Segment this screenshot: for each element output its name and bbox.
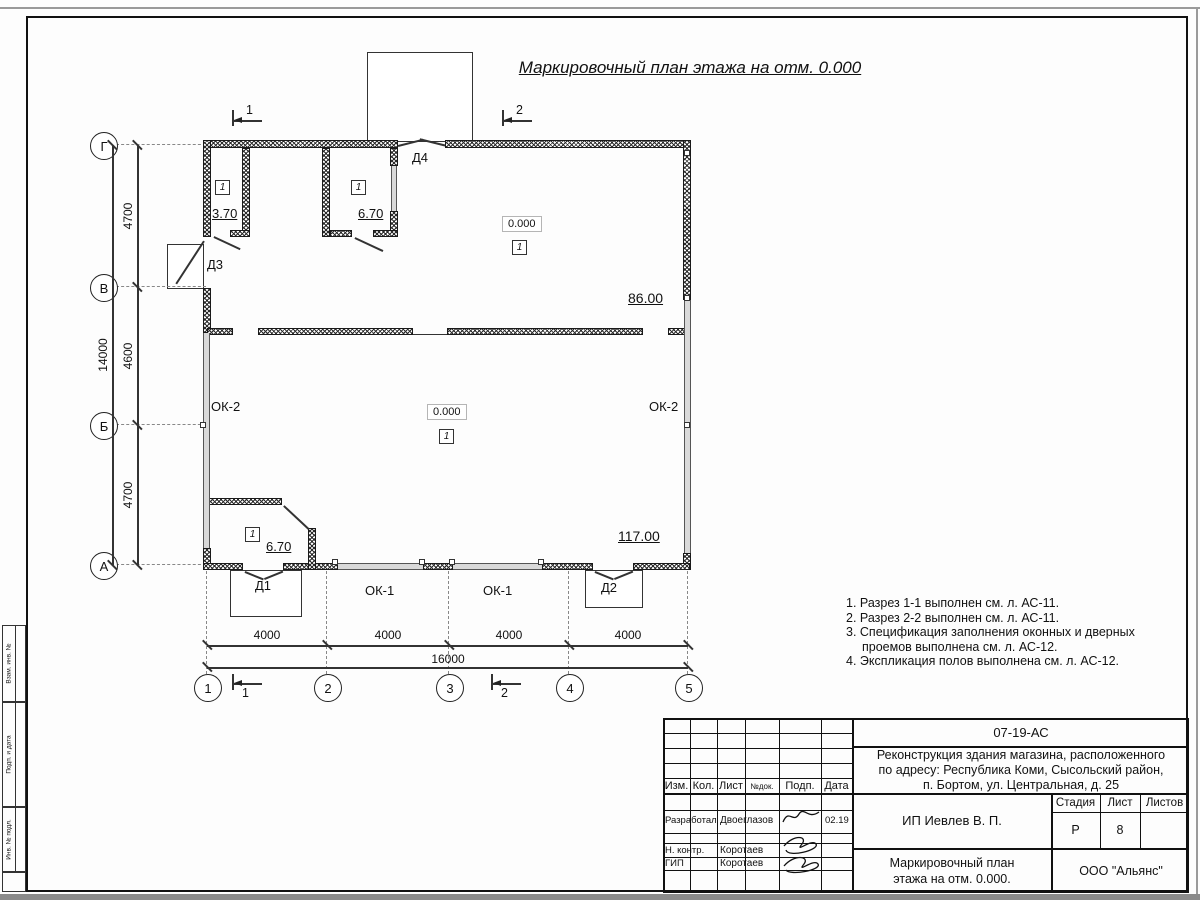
room-area-label: 3.70	[212, 206, 238, 221]
margin-stamp-box	[2, 872, 26, 892]
axis-circle-col: 2	[314, 674, 342, 702]
wall-segment	[633, 563, 690, 570]
titleblock-name: Коротаев	[720, 858, 764, 869]
titleblock-col-kol: Кол.	[692, 780, 715, 792]
title-block-line	[663, 793, 853, 795]
titleblock-name: Двоеглазов	[720, 815, 774, 826]
jamb-mark	[332, 559, 338, 565]
window-ok1-left	[338, 563, 423, 570]
room-number-box: 1	[215, 180, 230, 195]
window-ok2-left	[203, 333, 210, 548]
door-tag-d4: Д4	[412, 150, 429, 165]
axis-line-5	[687, 571, 688, 674]
title-block-line	[663, 870, 853, 871]
paper-edge-top	[0, 7, 1200, 9]
room-wall-segment	[373, 230, 398, 237]
wall-segment	[203, 140, 211, 237]
level-mark: 0.000	[427, 404, 467, 420]
axis-circle-col: 4	[556, 674, 584, 702]
dimension-line	[137, 145, 139, 565]
room-number-box: 1	[351, 180, 366, 195]
title-block-line	[663, 843, 853, 844]
margin-stamp-box	[2, 807, 26, 872]
opening-threshold-line	[413, 334, 447, 335]
dimension-text: 4000	[253, 628, 281, 642]
room-wall-segment	[230, 230, 250, 237]
margin-stamp-divider	[15, 703, 16, 806]
dimension-text: 4700	[121, 481, 135, 509]
window-tag-ok2: ОК-2	[211, 399, 241, 414]
titleblock-date: 02.19	[825, 815, 849, 826]
titleblock-drawing-name	[853, 848, 1051, 893]
dimension-text: 14000	[96, 338, 110, 372]
axis-line-1	[206, 571, 207, 674]
titleblock-sheet-number: 8	[1116, 823, 1124, 837]
titleblock-project-line: Реконструкция здания магазина, расположенного	[876, 747, 1166, 762]
signature-scribble	[780, 802, 822, 828]
axis-line-2	[326, 571, 327, 674]
titleblock-drawing-name-line: этажа на отм. 0.000.	[893, 871, 1011, 886]
drawing-title: Маркировочный план этажа на отм. 0.000	[518, 58, 862, 77]
axis-line-b	[116, 424, 206, 425]
door-tag-d3: Д3	[207, 257, 224, 272]
axis-line-g	[116, 144, 206, 145]
wall-segment	[542, 563, 593, 570]
signature-scribble	[778, 832, 822, 876]
wall-segment	[203, 288, 211, 333]
jamb-mark	[449, 559, 455, 565]
axis-circle-row: Г	[90, 132, 118, 160]
door-tag-d1: Д1	[255, 578, 272, 593]
wall-segment	[203, 140, 398, 148]
titleblock-role: Н. контр.	[665, 845, 705, 856]
titleblock-col-list: Лист	[719, 780, 743, 792]
note-line: 1. Разрез 1-1 выполнен см. л. АС-11.	[846, 596, 1060, 610]
margin-stamp-divider	[15, 808, 16, 871]
window-ok1-right	[453, 563, 542, 570]
jamb-mark	[200, 422, 206, 428]
axis-circle-col: 1	[194, 674, 222, 702]
section-arrow-icon	[234, 117, 242, 123]
margin-stamp-label: Взам. инв. №	[5, 643, 13, 684]
room-number-box: 1	[245, 527, 260, 542]
margin-stamp-label: Инв. № подл.	[5, 819, 13, 860]
title-block-line	[663, 748, 853, 749]
axis-circle-col: 3	[436, 674, 464, 702]
jamb-mark	[538, 559, 544, 565]
axis-line-a	[116, 564, 206, 565]
dimension-line	[207, 667, 688, 669]
dimension-text: 4000	[495, 628, 523, 642]
door-tag-d2: Д2	[601, 580, 618, 595]
wall-segment	[203, 563, 243, 570]
dimension-text: 4000	[374, 628, 402, 642]
jamb-mark	[419, 559, 425, 565]
title-block-line	[663, 833, 853, 834]
title-block-line	[717, 718, 718, 893]
room-wall-segment	[330, 230, 352, 237]
titleblock-stage-value: Р	[1071, 823, 1080, 837]
partition-wall-segment	[447, 328, 643, 335]
section-number: 2	[501, 686, 508, 700]
note-line: 3. Спецификация заполнения оконных и дверных	[846, 625, 1135, 639]
axis-circle-row: А	[90, 552, 118, 580]
titleblock-role: Разработал	[665, 815, 717, 826]
jamb-mark	[684, 422, 690, 428]
margin-stamp-box	[2, 625, 26, 702]
title-block-line	[663, 763, 853, 764]
dimension-text: 4700	[121, 202, 135, 230]
room-wall-segment	[242, 148, 250, 237]
titleblock-company: ООО "Альянс"	[1079, 863, 1163, 878]
margin-stamp-divider	[15, 626, 16, 701]
vestibule-outline-top	[367, 52, 473, 142]
title-block-line	[690, 718, 691, 893]
note-line: 2. Разрез 2-2 выполнен см. л. АС-11.	[846, 610, 1060, 625]
axis-line-v	[116, 286, 206, 287]
jamb-mark	[684, 295, 690, 301]
titleblock-drawing-name-line: Маркировочный план	[889, 855, 1015, 870]
margin-stamp-label: Подп. и дата	[5, 735, 13, 774]
titleblock-col-izm: Изм.	[664, 780, 689, 792]
dimension-text: 16000	[431, 652, 465, 666]
titleblock-col-ndok: №док.	[750, 781, 774, 791]
title-block-line	[663, 810, 853, 811]
axis-line-4	[568, 571, 569, 674]
room-glazed-section	[391, 166, 397, 211]
room-wall-segment	[207, 498, 282, 505]
titleblock-project-line: по адресу: Республика Коми, Сысольский район,	[878, 762, 1164, 777]
partition-wall-segment	[258, 328, 413, 335]
paper-edge-right	[1196, 7, 1198, 898]
axis-circle-col: 5	[675, 674, 703, 702]
titleblock-doc-number: 07-19-АС	[993, 724, 1049, 740]
partition-wall-segment	[207, 328, 233, 335]
titleblock-name: Коротаев	[720, 845, 764, 856]
room-area-label: 6.70	[358, 206, 384, 221]
section-number: 2	[516, 103, 523, 117]
titleblock-sheets-label: Листов	[1145, 796, 1184, 809]
dimension-text: 4000	[614, 628, 642, 642]
titleblock-col-podp: Подп.	[785, 780, 815, 792]
titleblock-role: ГИП	[665, 858, 684, 869]
dimension-line	[207, 645, 688, 647]
dimension-text: 4600	[121, 342, 135, 370]
dimension-line	[112, 145, 114, 565]
titleblock-col-data: Дата	[824, 780, 849, 792]
jamb-mark	[684, 150, 690, 156]
titleblock-sheet-label: Лист	[1107, 796, 1133, 809]
titleblock-client: ИП Иевлев В. П.	[902, 813, 1002, 828]
room-wall-segment	[308, 528, 316, 570]
room-area-label: 6.70	[266, 539, 292, 554]
section-arrow-icon	[504, 117, 512, 123]
window-tag-ok2: ОК-2	[649, 399, 679, 414]
titleblock-project-line: п. Бортом, ул. Центральная, д. 25	[922, 777, 1120, 792]
room-number-box: 1	[512, 240, 527, 255]
axis-circle-row: В	[90, 274, 118, 302]
window-tag-ok1: ОК-1	[483, 583, 513, 598]
room-area-label: 117.00	[618, 528, 660, 544]
wall-segment	[683, 140, 691, 300]
axis-circle-row: Б	[90, 412, 118, 440]
paper-edge-bottom	[0, 894, 1200, 900]
section-arrow-icon	[234, 680, 242, 686]
window-tag-ok1: ОК-1	[365, 583, 395, 598]
room-wall-segment	[390, 148, 398, 166]
room-number-box: 1	[439, 429, 454, 444]
wall-segment	[445, 140, 690, 148]
section-number: 1	[242, 686, 249, 700]
margin-stamp-box	[2, 702, 26, 807]
notes-block	[846, 596, 1166, 669]
section-arrow-icon	[493, 680, 501, 686]
section-number: 1	[246, 103, 253, 117]
level-mark: 0.000	[502, 216, 542, 232]
note-line: 4. Экспликация полов выполнена см. л. АС-12.	[846, 654, 1120, 668]
titleblock-stage-label: Стадия	[1055, 796, 1096, 809]
room-area-label: 86.00	[628, 290, 664, 306]
title-block-line	[663, 733, 853, 734]
note-line: проемов выполнена см. л. АС-12.	[862, 639, 1058, 654]
room-wall-segment	[322, 148, 330, 237]
